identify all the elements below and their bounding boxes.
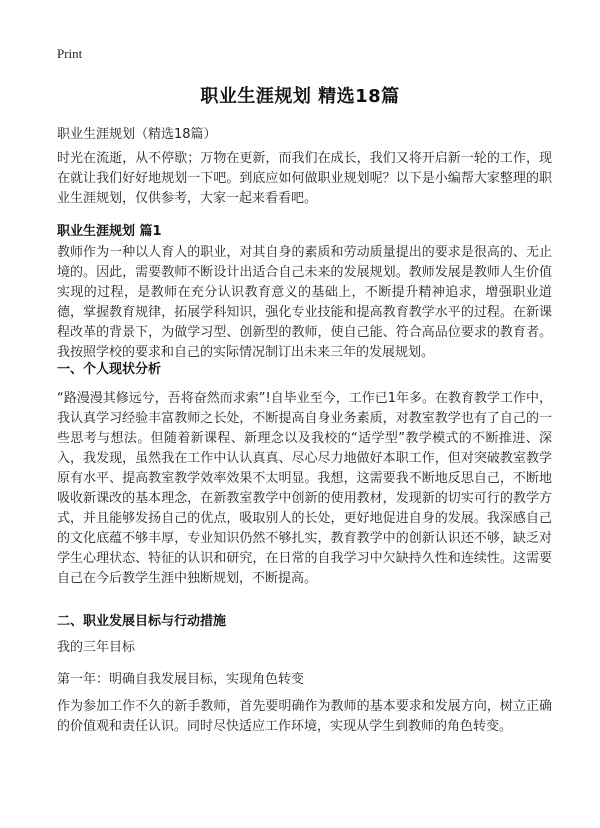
three-year-goal-label: 我的三年目标 bbox=[57, 640, 136, 655]
section-heading-part1: 职业生涯规划 篇1 bbox=[57, 224, 162, 239]
intro-paragraph: 时光在流逝，从不停歇；万物在更新，而我们在成长，我们又将开启新一轮的工作，现在就让我们好好地规划一下吧。到底应如何做职业规划呢？以下是小编帮大家整理的职业生涯规划，仅供参考，大家一起来看看吧。 bbox=[57, 151, 552, 206]
section-heading-goals: 二、职业发展目标与行动措施 bbox=[57, 614, 227, 629]
year-one-paragraph: 作为参加工作不久的新手教师，首先要明确作为教师的基本要求和发展方向，树立正确的价值观和责任认识。同时尽快适应工作环境，实现从学生到教师的角色转变。 bbox=[57, 699, 552, 734]
section-heading-current-status: 一、个人现状分析 bbox=[57, 362, 162, 377]
document-subtitle: 职业生涯规划（精选18篇） bbox=[57, 127, 217, 142]
print-link[interactable]: Print bbox=[57, 46, 83, 61]
part1-paragraph: 教师作为一种以人育人的职业，对其自身的素质和劳动质量提出的要求是很高的、无止境的。因此，需要教师不断设计出适合自己未来的发展规划。教师发展是教师人生价值实现的过程，是教师在充分认识教育意义的基础上，不断提升精神追求，增强职业道德，掌握教育规律，拓展学科知识，强化专业技能和提高教育教学水平的过程。在新课程改革的背景下，为做学习型、创新型的教师，使自己能、符合高品位要求的教育者。我按照学校的要求和自己的实际情况制订出未来三年的发展规划。 bbox=[57, 245, 552, 360]
current-status-paragraph: “路漫漫其修远兮，吾将奋然而求索”!自毕业至今，工作已1年多。在教育教学工作中，我认真学习经验丰富教师之长处，不断提高自身业务素质，对教室教学也有了自己的一些思考与想法。但随着新课程、新理念以及我校的“适学型”教学模式的不断推进、深入，我发现，虽然我在工作中认认真真、尽心尽力地做好本职工作，但对突破教室教学原有水平、提高教室教学效率效果不太明显。我想，这需要我不断地反思自己，不断地吸收新课改的基本理念，在新教室教学中创新的使用教材，发现新的切实可行的教学方式，并且能够发扬自己的优点，吸取别人的长处，更好地促进自身的发展。我深感自己的文化底蕴不够丰厚，专业知识仍然不够扎实，教育教学中的创新认识还不够，缺乏对学生心理状态、特征的认识和研究，在日常的自我学习中欠缺持久性和连续性。这需要自己在今后教学生涯中独断规划，不断提高。 bbox=[57, 391, 552, 586]
page-title: 职业生涯规划 精选18篇 bbox=[200, 86, 400, 107]
year-one-label: 第一年：明确自我发展目标，实现角色转变 bbox=[57, 672, 305, 687]
